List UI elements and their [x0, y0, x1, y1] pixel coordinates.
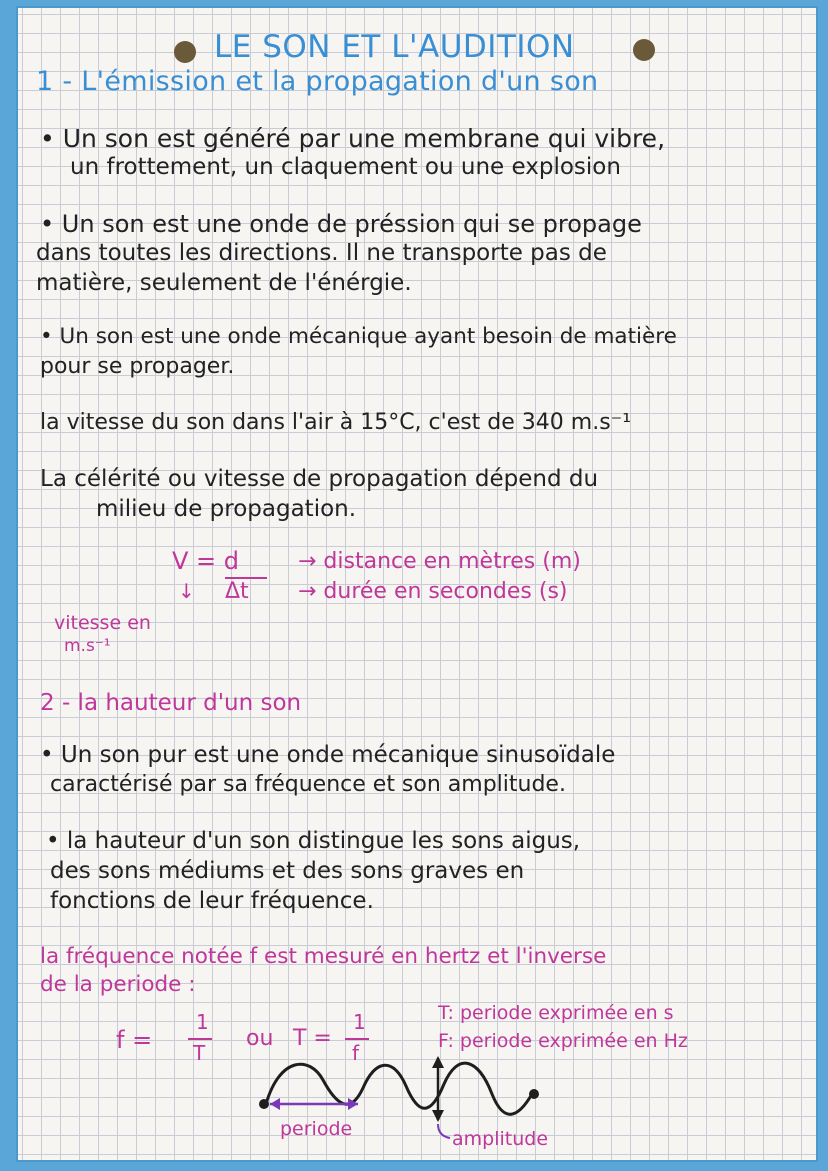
bullet-2-line-3: matière, seulement de l'énérgie. [36, 270, 412, 296]
celerity-line-1: La célérité ou vitesse de propagation dépend du [40, 466, 599, 492]
celerity-line-2: milieu de propagation. [96, 496, 357, 522]
notebook-page [18, 8, 816, 1160]
frequency-definition: F: periode exprimée en Hz [438, 1030, 688, 1052]
sound-speed-line: la vitesse du son dans l'air à 15°C, c'est de 340 m.s⁻¹ [40, 410, 632, 435]
period-arrowhead-left [270, 1098, 280, 1110]
frequency-formula: f = [116, 1026, 153, 1054]
frequency-line-2: de la periode : [40, 972, 196, 997]
amplitude-label: amplitude [452, 1128, 549, 1150]
bullet-1-line-1: • Un son est généré par une membrane qui vibre, [40, 124, 666, 153]
velocity-unit-line-1: vitesse en [54, 612, 151, 634]
bullet-1-line-2: un frottement, un claquement ou une explosion [70, 154, 621, 180]
distance-description: → distance en mètres (m) [298, 549, 581, 574]
velocity-unit-line-2: m.s⁻¹ [64, 636, 111, 656]
bullet-3-line-2: pour se propager. [40, 354, 235, 379]
bullet-3-line-1: • Un son est une onde mécanique ayant besoin de matière [40, 324, 677, 349]
velocity-denominator: Δt [225, 579, 249, 604]
bullet-2-line-1: • Un son est une onde de préssion qui se propage [40, 210, 642, 238]
or-word: ou [246, 1026, 274, 1051]
duration-description: → durée en secondes (s) [298, 579, 568, 604]
wave-start-dot [259, 1099, 269, 1109]
section-2-bullet-2-line-3: fonctions de leur fréquence. [50, 888, 374, 914]
amplitude-arrowhead-top [432, 1056, 444, 1068]
period-numerator: 1 [353, 1010, 366, 1034]
sine-wave-curve [266, 1063, 532, 1114]
down-arrow-icon: ↓ [178, 579, 195, 603]
bullet-2-line-2: dans toutes les directions. Il ne transporte pas de [36, 240, 607, 266]
section-2-bullet-1-line-1: • Un son pur est une onde mécanique sinusoïdale [40, 742, 616, 768]
period-definition: T: periode exprimée en s [438, 1002, 674, 1024]
section-2-bullet-2-line-2: des sons médiums et des sons graves en [50, 858, 525, 884]
amplitude-pointer [438, 1124, 450, 1138]
sine-wave-diagram [18, 8, 816, 1160]
wave-end-dot [529, 1089, 539, 1099]
frequency-numerator: 1 [196, 1010, 209, 1034]
period-label: periode [280, 1118, 353, 1140]
frequency-denominator: T [193, 1041, 206, 1065]
period-denominator: f [352, 1041, 360, 1065]
section-2-bullet-2-line-1: • la hauteur d'un son distingue les sons aigus, [46, 828, 581, 854]
section-2-bullet-1-line-2: caractérisé par sa fréquence et son amplitude. [50, 772, 566, 797]
velocity-formula: V = d [172, 547, 240, 575]
amplitude-arrowhead-bottom [432, 1110, 444, 1122]
section-2-heading: 2 - la hauteur d'un son [40, 690, 302, 716]
frequency-line-1: la fréquence notée f est mesuré en hertz et l'inverse [40, 944, 607, 969]
page-title: LE SON ET L'AUDITION [214, 29, 575, 65]
period-formula: T = [293, 1026, 332, 1051]
section-1-heading: 1 - L'émission et la propagation d'un son [36, 66, 599, 97]
